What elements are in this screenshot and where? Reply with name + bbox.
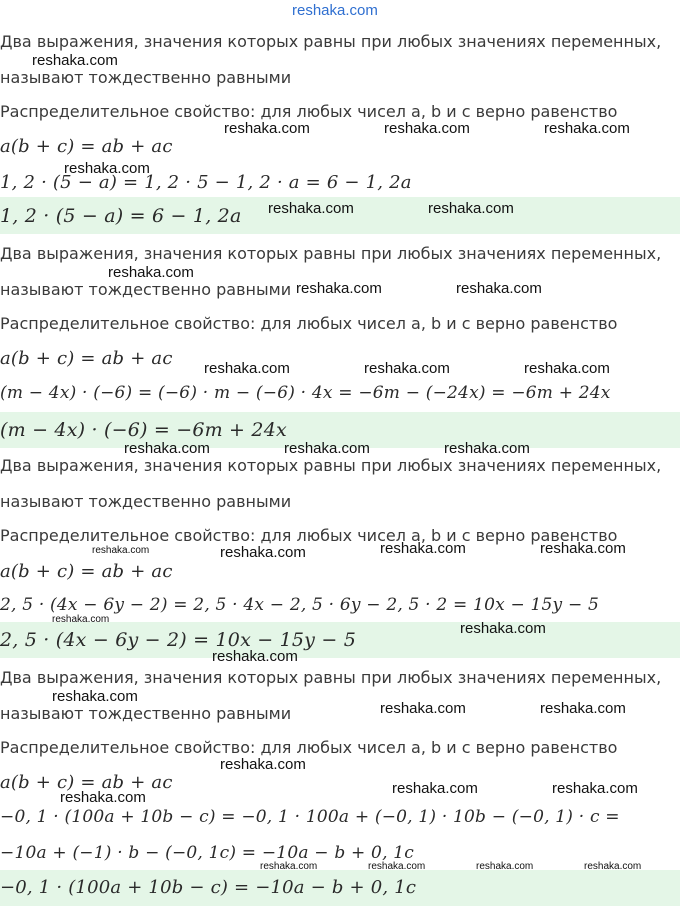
watermark-text: reshaka.com [224, 120, 310, 137]
distributive-formula: a(b + c) = ab + ac [0, 561, 173, 582]
answer-line: −0, 1 · (100a + 10b − c) = −10a − b + 0, 1c [0, 877, 417, 898]
property-statement: Распределительное свойство: для любых чисел a, b и c верно равенство [0, 102, 618, 121]
definition-line-2: называют тождественно равными [0, 492, 292, 511]
watermark-text: reshaka.com [544, 120, 630, 137]
watermark-text: reshaka.com [368, 861, 426, 872]
watermark-text: reshaka.com [428, 200, 514, 217]
watermark-text: reshaka.com [364, 360, 450, 377]
watermark-text: reshaka.com [584, 861, 642, 872]
distributive-formula: a(b + c) = ab + ac [0, 348, 173, 369]
watermark-text: reshaka.com [524, 360, 610, 377]
watermark-text: reshaka.com [268, 200, 354, 217]
watermark-text: reshaka.com [476, 861, 534, 872]
watermark-text: reshaka.com [540, 700, 626, 717]
watermark-text: reshaka.com [52, 688, 138, 705]
watermark-text: reshaka.com [384, 120, 470, 137]
watermark-text: reshaka.com [444, 440, 530, 457]
definition-line-1: Два выражения, значения которых равны при любых значениях переменных, [0, 32, 662, 51]
watermark-text: reshaka.com [32, 52, 118, 69]
definition-line-1: Два выражения, значения которых равны при любых значениях переменных, [0, 244, 662, 263]
property-statement: Распределительное свойство: для любых чисел a, b и c верно равенство [0, 314, 618, 333]
property-statement: Распределительное свойство: для любых чисел a, b и c верно равенство [0, 526, 618, 545]
definition-line-1: Два выражения, значения которых равны при любых значениях переменных, [0, 456, 662, 475]
watermark-text: reshaka.com [380, 700, 466, 717]
distributive-formula: a(b + c) = ab + ac [0, 136, 173, 157]
answer-line: (m − 4x) · (−6) = −6m + 24x [0, 419, 287, 441]
solution-step: 2, 5 · (4x − 6y − 2) = 2, 5 · 4x − 2, 5 · 6y − 2, 5 · 2 = 10x − 15y − 5 [0, 595, 600, 615]
watermark-text: reshaka.com [540, 540, 626, 557]
definition-line-2: называют тождественно равными [0, 280, 292, 299]
solution-step: 1, 2 · (5 − a) = 1, 2 · 5 − 1, 2 · a = 6 − 1, 2a [0, 172, 412, 193]
definition-line-1: Два выражения, значения которых равны при любых значениях переменных, [0, 668, 662, 687]
distributive-formula: a(b + c) = ab + ac [0, 772, 173, 793]
watermark-text: reshaka.com [380, 540, 466, 557]
watermark-text: reshaka.com [52, 614, 110, 625]
watermark-text: reshaka.com [92, 545, 150, 556]
watermark-text: reshaka.com [296, 280, 382, 297]
watermark-text: reshaka.com [456, 280, 542, 297]
watermark-text: reshaka.com [60, 789, 146, 806]
watermark-text: reshaka.com [124, 440, 210, 457]
watermark-text: reshaka.com [260, 861, 318, 872]
definition-line-2: называют тождественно равными [0, 68, 292, 87]
watermark-text: reshaka.com [220, 544, 306, 561]
solution-step: −10a + (−1) · b − (−0, 1c) = −10a − b + 0, 1c [0, 843, 415, 863]
watermark-text: reshaka.com [392, 780, 478, 797]
answer-line: 2, 5 · (4x − 6y − 2) = 10x − 15y − 5 [0, 629, 357, 651]
watermark-text: reshaka.com [552, 780, 638, 797]
site-header-link[interactable]: reshaka.com [292, 2, 378, 19]
property-statement: Распределительное свойство: для любых чисел a, b и c верно равенство [0, 738, 618, 757]
solution-step: −0, 1 · (100a + 10b − c) = −0, 1 · 100a + (−0, 1) · 10b − (−0, 1) · c = [0, 807, 620, 827]
watermark-text: reshaka.com [284, 440, 370, 457]
definition-line-2: называют тождественно равными [0, 704, 292, 723]
answer-line: 1, 2 · (5 − a) = 6 − 1, 2a [0, 205, 242, 227]
watermark-text: reshaka.com [204, 360, 290, 377]
watermark-text: reshaka.com [212, 648, 298, 665]
watermark-text: reshaka.com [64, 160, 150, 177]
watermark-text: reshaka.com [220, 756, 306, 773]
watermark-text: reshaka.com [108, 264, 194, 281]
watermark-text: reshaka.com [460, 620, 546, 637]
solution-step: (m − 4x) · (−6) = (−6) · m − (−6) · 4x = −6m − (−24x) = −6m + 24x [0, 383, 611, 403]
